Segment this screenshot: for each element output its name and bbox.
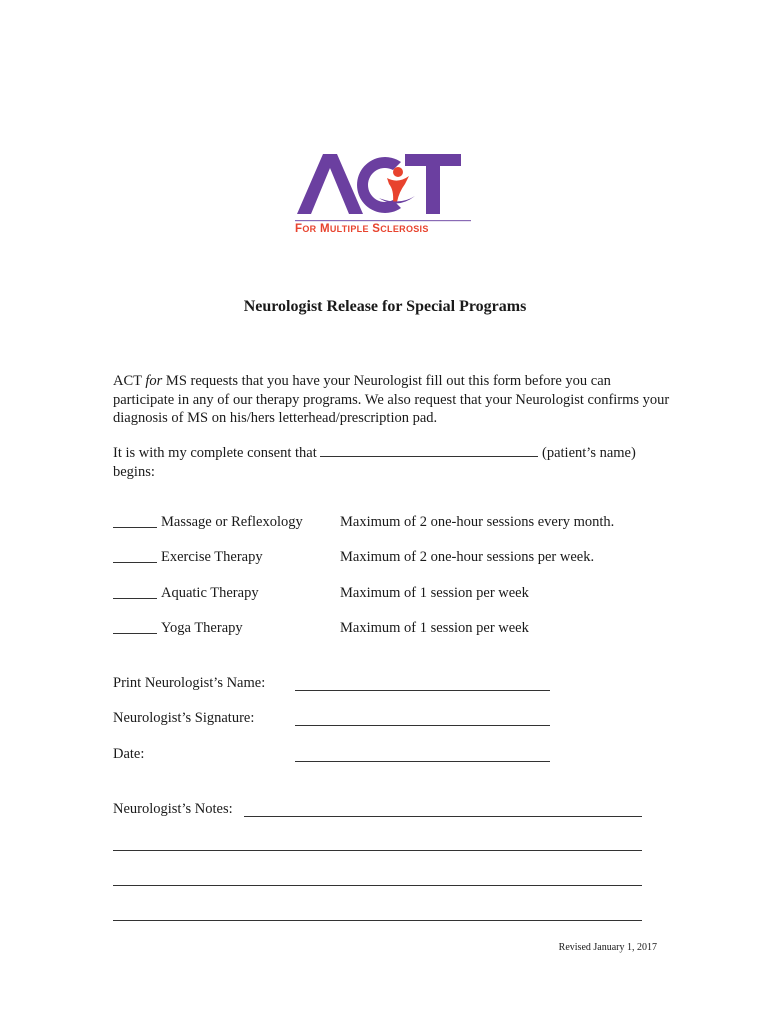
form-title: Neurologist Release for Special Programs — [243, 298, 527, 315]
notes-line[interactable] — [113, 920, 642, 921]
person-icon — [393, 167, 403, 177]
field-label: Print Neurologist’s Name: — [113, 675, 266, 691]
revision-date: Revised January 1, 2017 — [558, 942, 657, 953]
program-row — [113, 620, 673, 640]
program-checkbox-blank[interactable] — [113, 620, 157, 634]
neurologist-signature-field[interactable] — [295, 725, 550, 726]
date-row — [113, 746, 673, 766]
program-name: Exercise Therapy — [161, 549, 263, 565]
intro-paragraph: ACT for MS requests that you have your Neurologist fill out this form before you can participate in any of our therapy programs. We also request that your Neurologist confirms your diagnosis of MS on his/hers letterhead/prescription pad. — [113, 373, 670, 426]
program-checkbox-blank[interactable] — [113, 549, 157, 563]
notes-line[interactable] — [113, 885, 642, 886]
date-field[interactable] — [295, 761, 550, 762]
notes-line[interactable] — [113, 850, 642, 851]
program-limit: Maximum of 2 one-hour sessions per week. — [340, 549, 595, 565]
neurologist-name-field[interactable] — [295, 690, 550, 691]
patient-name-field[interactable] — [320, 443, 538, 457]
program-limit: Maximum of 2 one-hour sessions every month. — [340, 514, 615, 530]
program-name: Yoga Therapy — [161, 620, 243, 636]
program-checkbox-blank[interactable] — [113, 514, 157, 528]
logo-tagline: FOR MULTIPLE SCLEROSIS — [295, 223, 429, 235]
consent-paragraph: It is with my complete consent that (patient’s name) begins: — [113, 445, 636, 480]
program-checkbox-blank[interactable] — [113, 585, 157, 599]
program-limit: Maximum of 1 session per week — [340, 585, 529, 601]
program-row — [113, 514, 673, 534]
neurologist-name-row — [113, 675, 673, 695]
notes-line[interactable] — [244, 816, 642, 817]
program-name: Aquatic Therapy — [161, 585, 259, 601]
notes-label: Neurologist’s Notes: — [113, 801, 233, 817]
field-label: Neurologist’s Signature: — [113, 710, 255, 726]
program-name: Massage or Reflexology — [161, 514, 303, 530]
program-row — [113, 549, 673, 569]
program-row — [113, 585, 673, 605]
program-limit: Maximum of 1 session per week — [340, 620, 529, 636]
neurologist-signature-row — [113, 710, 673, 730]
field-label: Date: — [113, 746, 145, 762]
